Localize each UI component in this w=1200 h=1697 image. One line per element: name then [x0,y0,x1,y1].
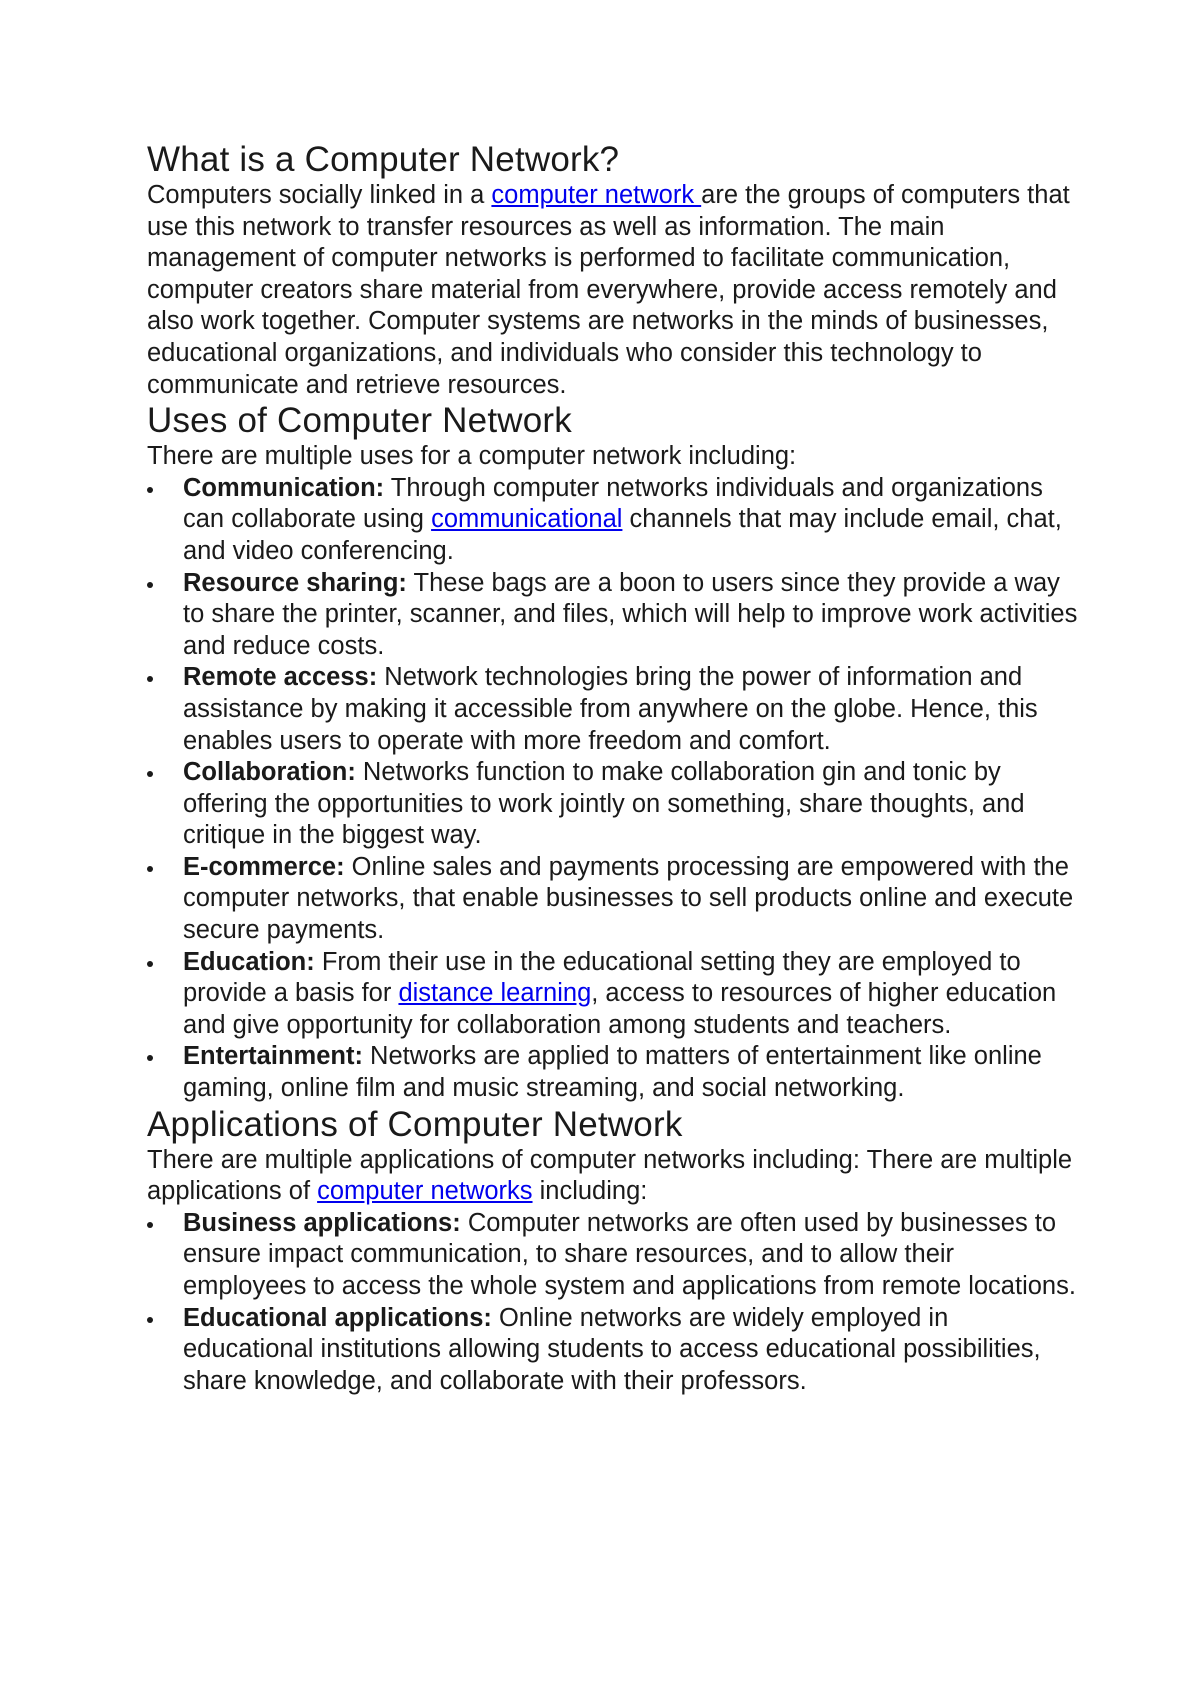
list-item-term: Entertainment: [183,1042,363,1071]
list-item-text: channels that may include email, chat, and video conferencing. [183,505,1062,565]
applications-list [147,1208,1082,1398]
heading-uses: Uses of Computer Network [147,401,572,441]
computer-networks-link[interactable]: computer networks [317,1177,533,1206]
intro-text-start: Computers socially linked in a [147,181,492,209]
list-item-text: Computer networks are often used by businesses to ensure impact communication, to share resources, and to allow their employees to access the whole system and applications from remote locations. [183,1208,1076,1300]
document-page [147,140,1082,1397]
list-item-term: Resource sharing: [183,568,407,597]
list-item-text: Through computer networks individuals and organizations can collaborate using [183,473,1043,534]
bullet-icon [147,1222,153,1228]
bullet-icon [147,582,153,588]
list-item-term: Educational applications: [183,1303,492,1332]
list-item-term: Education: [183,947,315,976]
uses-intro: There are multiple uses for a computer network including: [147,442,797,471]
list-item-text: From their use in the educational setting they are employed to provide a basis for [183,947,1021,1008]
list-item-resource-sharing [147,568,1082,663]
bullet-icon [147,866,153,872]
bullet-icon [147,487,153,493]
distance-learning-link[interactable]: distance learning [398,979,592,1008]
bullet-icon [147,961,153,967]
list-item-text: Networks are applied to matters of entertainment like online gaming, online film and music streaming, and social networking. [183,1042,1042,1103]
heading-what-is-network: What is a Computer Network? [147,140,620,179]
intro-paragraph [147,180,1082,401]
list-item-text: These bags are a boon to users since they provide a way to share the printer, scanner, and files, which will help to improve work activities and reduce costs. [183,568,1078,660]
bullet-icon [147,1055,153,1061]
list-item-communication [147,473,1082,568]
list-item-term: Business applications: [183,1208,461,1237]
list-item-remote-access [147,662,1082,757]
list-item-term: Collaboration: [183,758,356,787]
list-item-e-commerce [147,852,1082,947]
list-item-business-applications [147,1208,1082,1303]
bullet-icon [147,1317,153,1323]
list-item-term: Communication: [183,473,385,502]
list-item-term: Remote access: [183,663,378,692]
list-item-entertainment [147,1041,1082,1104]
list-item-term: E-commerce: [183,852,345,881]
list-item-text: Networks function to make collaboration gin and tonic by offering the opportunities to work jointly on something, share thoughts, and critique in the biggest way. [183,758,1025,850]
computer-network-link[interactable]: computer network [491,181,702,209]
list-item-text: Network technologies bring the power of information and assistance by making it accessible from anywhere on the globe. Hence, this enables users to operate with more freedom and comfort. [183,663,1038,755]
list-item-educational-applications [147,1303,1082,1398]
applications-intro-end: including: [532,1177,648,1206]
list-item-text: Online networks are widely employed in educational institutions allowing students to access educational possibilities, share knowledge, and collaborate with their professors. [183,1303,1041,1395]
intro-text-end: are the groups of computers that use this network to transfer resources as well as information. The main management of computer networks is performed to facilitate communication, computer creators share material from everywhere, provide access remotely and also work together. Computer systems are networks in the minds of businesses, educational organizations, and individuals who consider this technology to communicate and retrieve resources. [147,181,1070,399]
heading-applications: Applications of Computer Network [147,1104,683,1144]
applications-intro [147,1145,1082,1208]
bullet-icon [147,771,153,777]
communicational-link[interactable]: communicational [431,505,623,534]
uses-list [147,473,1082,1105]
bullet-icon [147,676,153,682]
list-item-collaboration [147,757,1082,852]
list-item-text: Online sales and payments processing are empowered with the computer networks, that enable businesses to sell products online and execute secure payments. [183,852,1074,945]
list-item-education [147,947,1082,1042]
applications-intro-start: There are multiple applications of computer networks including: There are multiple applications of [147,1145,1073,1206]
list-item-text: , access to resources of higher education and give opportunity for collaboration among students and teachers. [183,979,1057,1039]
